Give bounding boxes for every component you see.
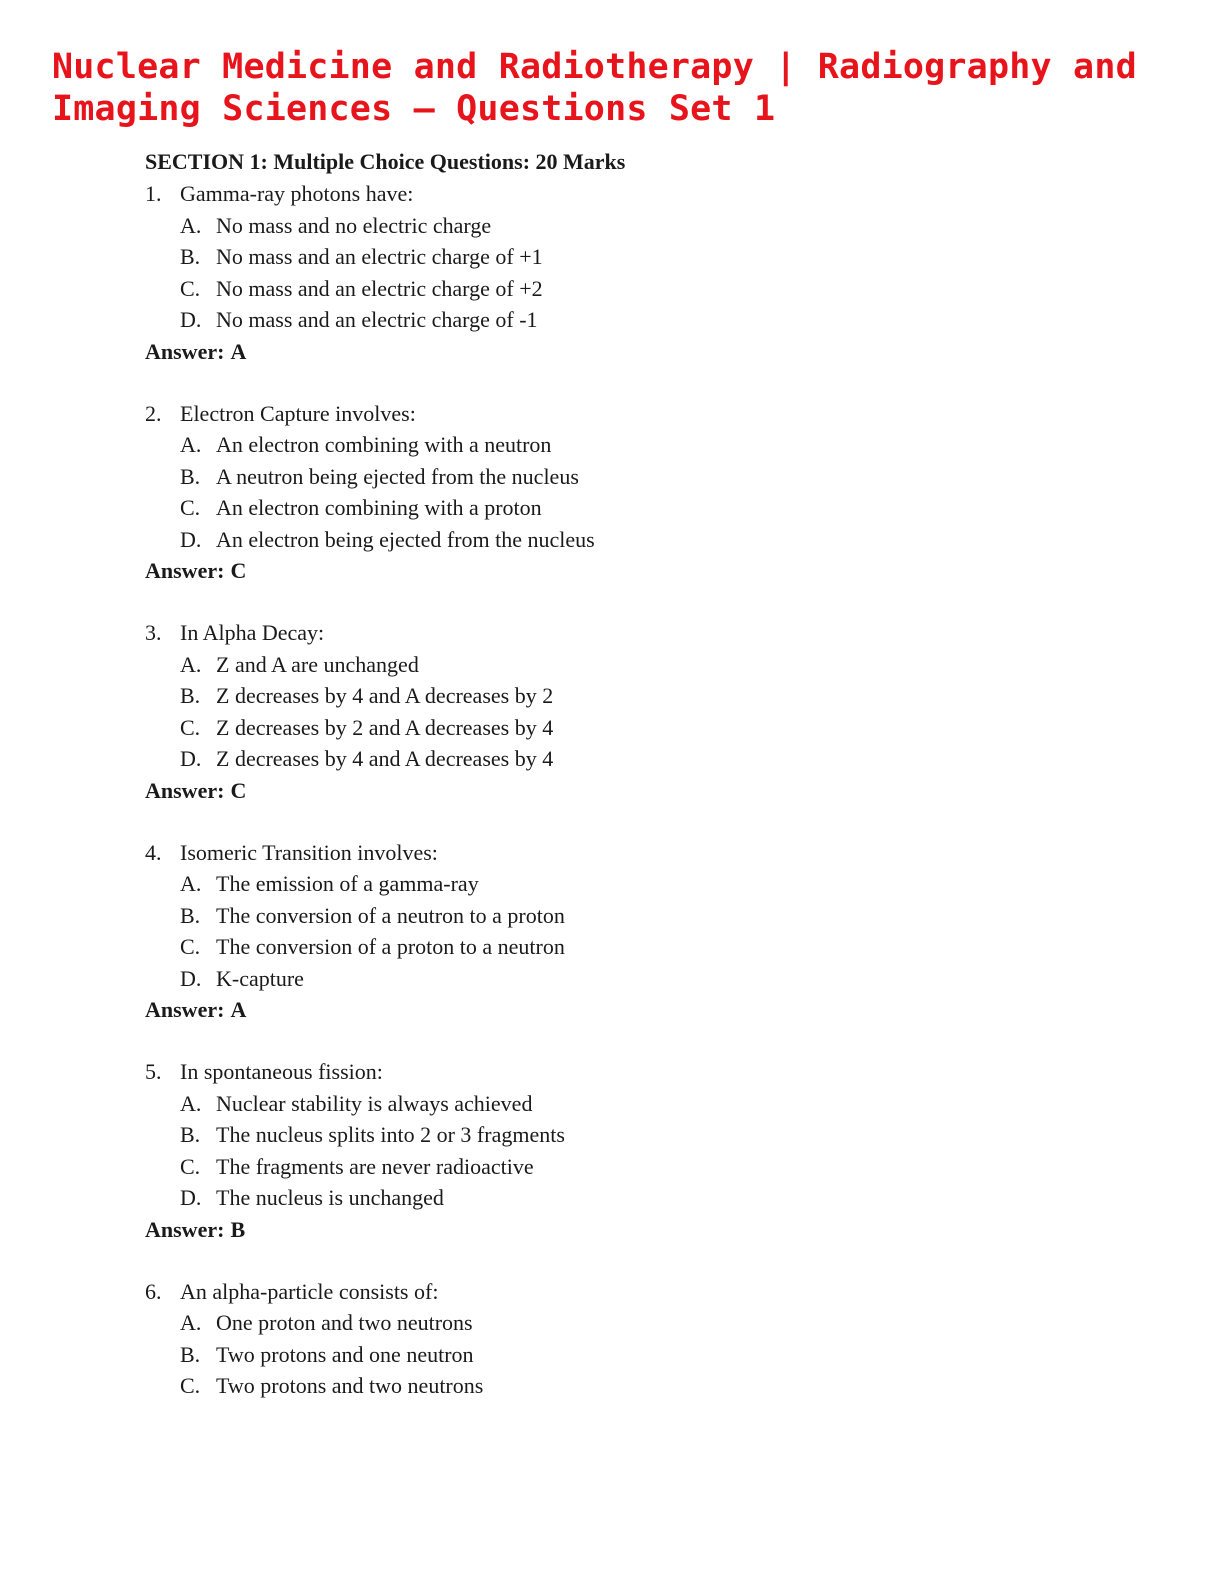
option-item — [180, 1151, 1045, 1183]
question-spacer — [145, 368, 1045, 398]
option-list — [145, 649, 1045, 775]
option-letter: A. — [180, 1310, 202, 1335]
option-text: Z decreases by 4 and A decreases by 4 — [216, 746, 554, 771]
answer-label: Answer: — [145, 997, 225, 1022]
question-item — [145, 1276, 1045, 1402]
option-letter: D. — [180, 307, 202, 332]
option-item — [180, 931, 1045, 963]
option-item — [180, 900, 1045, 932]
question-item — [145, 1056, 1045, 1276]
answer-line — [145, 994, 1045, 1026]
option-text: The fragments are never radioactive — [216, 1153, 534, 1179]
option-letter: C. — [180, 934, 201, 959]
option-item — [180, 1182, 1045, 1214]
answer-line — [145, 775, 1045, 807]
question-text: Gamma-ray photons have: — [180, 181, 414, 206]
option-text: K-capture — [216, 965, 304, 991]
option-text: No mass and an electric charge of +2 — [216, 275, 543, 301]
question-list — [145, 178, 1045, 1402]
option-letter: D. — [180, 1185, 202, 1210]
option-item — [180, 868, 1045, 900]
option-letter: A. — [180, 871, 202, 896]
option-text: Two protons and two neutrons — [216, 1373, 484, 1398]
answer-label: Answer: — [145, 777, 225, 803]
answer-value: A — [230, 338, 247, 364]
option-text: Z and A are unchanged — [216, 651, 419, 677]
question-number: 4. — [145, 839, 162, 865]
option-letter: B. — [180, 1122, 201, 1147]
answer-line — [145, 555, 1045, 587]
option-text: An electron combining with a proton — [216, 495, 542, 520]
question-number: 1. — [145, 181, 162, 206]
option-item — [180, 461, 1045, 493]
answer-value: A — [230, 997, 247, 1022]
option-list — [145, 1307, 1045, 1402]
option-item — [180, 1119, 1045, 1151]
option-letter: A. — [180, 212, 202, 238]
option-letter: B. — [180, 683, 201, 708]
section-heading: SECTION 1: Multiple Choice Questions: 20 Marks — [145, 149, 626, 174]
option-list — [145, 210, 1045, 336]
question-text: In Alpha Decay: — [180, 620, 325, 645]
question-text: Electron Capture involves: — [180, 400, 416, 426]
question-stem — [145, 837, 1045, 869]
question-stem — [145, 617, 1045, 649]
option-text: The conversion of a neutron to a proton — [216, 902, 565, 928]
question-stem — [145, 1056, 1045, 1088]
option-text: Nuclear stability is always achieved — [216, 1090, 533, 1116]
option-text: No mass and an electric charge of +1 — [216, 244, 543, 269]
question-item — [145, 837, 1045, 1057]
question-text: In spontaneous fission: — [180, 1059, 383, 1084]
option-letter: C. — [180, 495, 201, 520]
option-text: The nucleus splits into 2 or 3 fragments — [216, 1122, 565, 1147]
option-text: The conversion of a proton to a neutron — [216, 934, 565, 959]
option-item — [180, 429, 1045, 461]
option-text: The emission of a gamma-ray — [216, 871, 479, 896]
option-letter: B. — [180, 1341, 201, 1367]
option-item — [180, 524, 1045, 556]
option-item — [180, 1307, 1045, 1339]
option-item — [180, 304, 1045, 336]
option-item — [180, 210, 1045, 242]
option-item — [180, 649, 1045, 681]
question-item — [145, 398, 1045, 618]
question-number: 2. — [145, 400, 162, 426]
option-item — [180, 1370, 1045, 1402]
question-stem — [145, 1276, 1045, 1308]
option-item — [180, 743, 1045, 775]
option-item — [180, 492, 1045, 524]
question-spacer — [145, 1026, 1045, 1056]
option-item — [180, 680, 1045, 712]
option-letter: C. — [180, 275, 201, 301]
option-letter: C. — [180, 714, 201, 740]
option-letter: B. — [180, 902, 201, 928]
option-letter: B. — [180, 244, 201, 269]
option-text: An electron being ejected from the nucleus — [216, 526, 595, 552]
page-title: Nuclear Medicine and Radiotherapy | Radiography and Imaging Sciences – Questions Set 1 — [52, 47, 1137, 129]
answer-label: Answer: — [145, 558, 225, 583]
option-letter: C. — [180, 1153, 201, 1179]
option-letter: D. — [180, 965, 202, 991]
question-stem — [145, 398, 1045, 430]
option-text: An electron combining with a neutron — [216, 432, 552, 457]
answer-value: B — [230, 1216, 246, 1242]
option-letter: D. — [180, 746, 202, 771]
option-text: Two protons and one neutron — [216, 1341, 474, 1367]
option-item — [180, 963, 1045, 995]
option-letter: A. — [180, 432, 202, 457]
question-sheet — [145, 146, 1045, 1402]
question-text: An alpha-particle consists of: — [180, 1278, 439, 1304]
option-text: No mass and no electric charge — [216, 212, 492, 238]
question-spacer — [145, 587, 1045, 617]
option-text: A neutron being ejected from the nucleus — [216, 463, 579, 489]
option-letter: C. — [180, 1373, 201, 1398]
option-text: Z decreases by 4 and A decreases by 2 — [216, 683, 554, 708]
question-spacer — [145, 1246, 1045, 1276]
option-text: No mass and an electric charge of -1 — [216, 307, 538, 332]
question-item — [145, 178, 1045, 398]
option-letter: A. — [180, 651, 202, 677]
answer-line — [145, 336, 1045, 368]
option-item — [180, 273, 1045, 305]
answer-label: Answer: — [145, 1216, 225, 1242]
option-item — [180, 1088, 1045, 1120]
question-number: 6. — [145, 1278, 162, 1304]
answer-value: C — [230, 558, 247, 583]
answer-label: Answer: — [145, 338, 225, 364]
option-text: One proton and two neutrons — [216, 1310, 473, 1335]
option-item — [180, 1339, 1045, 1371]
question-number: 3. — [145, 620, 162, 645]
option-letter: D. — [180, 526, 202, 552]
option-text: The nucleus is unchanged — [216, 1185, 444, 1210]
question-spacer — [145, 807, 1045, 837]
question-item — [145, 617, 1045, 837]
option-list — [145, 429, 1045, 555]
option-text: Z decreases by 2 and A decreases by 4 — [216, 714, 554, 740]
answer-line — [145, 1214, 1045, 1246]
answer-value: C — [230, 777, 247, 803]
option-letter: A. — [180, 1090, 202, 1116]
option-letter: B. — [180, 463, 201, 489]
option-list — [145, 868, 1045, 994]
option-item — [180, 712, 1045, 744]
option-list — [145, 1088, 1045, 1214]
question-stem — [145, 178, 1045, 210]
option-item — [180, 241, 1045, 273]
question-number: 5. — [145, 1059, 162, 1084]
question-text: Isomeric Transition involves: — [180, 839, 438, 865]
